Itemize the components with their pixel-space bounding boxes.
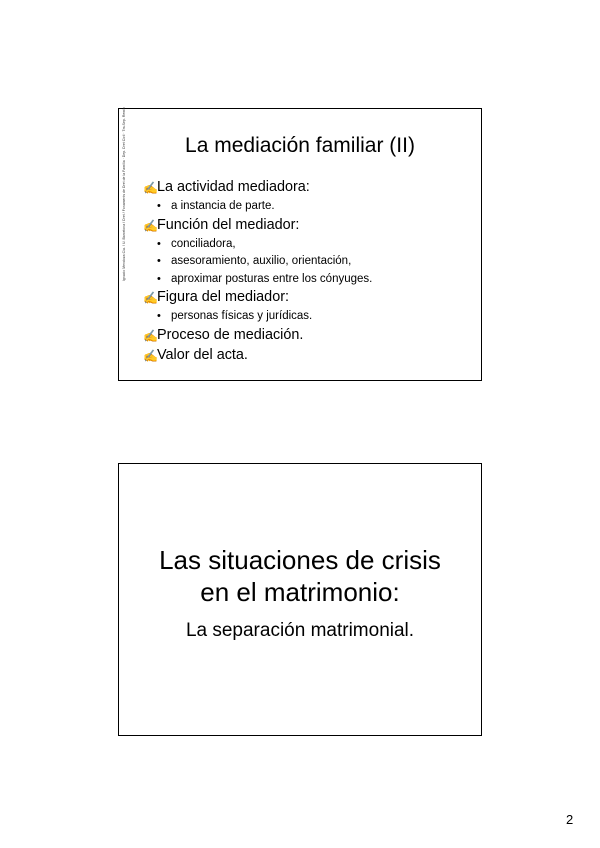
pen-icon: ✍: [143, 218, 158, 233]
bullet-icon: •: [157, 200, 161, 212]
slide-title: [119, 544, 481, 608]
bullet-icon: •: [157, 272, 161, 285]
pen-icon: ✍: [143, 328, 158, 343]
slide-title: La mediación familiar (II): [185, 134, 415, 157]
slide-mediacion-familiar: [118, 108, 482, 381]
list-item: ✍ Valor del acta.: [143, 346, 248, 363]
sub-list-item: • conciliadora,: [157, 237, 236, 250]
pen-icon: ✍: [143, 348, 158, 363]
sub-list-item: • asesoramiento, auxilio, orientación,: [157, 255, 352, 267]
slide-situaciones-crisis: [118, 463, 482, 736]
bullet-icon: •: [157, 255, 161, 267]
sub-list-item: • a instancia de parte.: [157, 200, 275, 212]
page-number: 2: [566, 812, 574, 827]
list-item: ✍ Figura del mediador:: [143, 289, 289, 305]
slide-title-line-1: Las situaciones de crisis: [159, 545, 441, 575]
list-item: ✍ Función del mediador:: [143, 216, 300, 233]
slide-title-line-2: en el matrimonio:: [200, 577, 400, 607]
slide-subtitle: La separación matrimonial.: [185, 620, 415, 641]
sub-list-item: • aproximar posturas entre los cónyuges.: [157, 272, 373, 285]
sub-list-item: • personas físicas y jurídicas.: [157, 310, 313, 322]
pen-icon: ✍: [143, 291, 158, 305]
slide-body: [143, 179, 471, 367]
bullet-icon: •: [157, 310, 161, 322]
bullet-icon: •: [157, 237, 161, 250]
list-item: ✍ La actividad mediadora:: [143, 179, 310, 195]
list-item: ✍ Proceso de mediación.: [143, 326, 304, 343]
pen-icon: ✍: [143, 181, 158, 195]
side-copyright-note: Ignacio Mendoza Cía. / U. Barcelona / Dret / Fonaments de Dret de la Família · Dep. Dret Civil · Tm-Sep. Remin: [122, 107, 126, 281]
